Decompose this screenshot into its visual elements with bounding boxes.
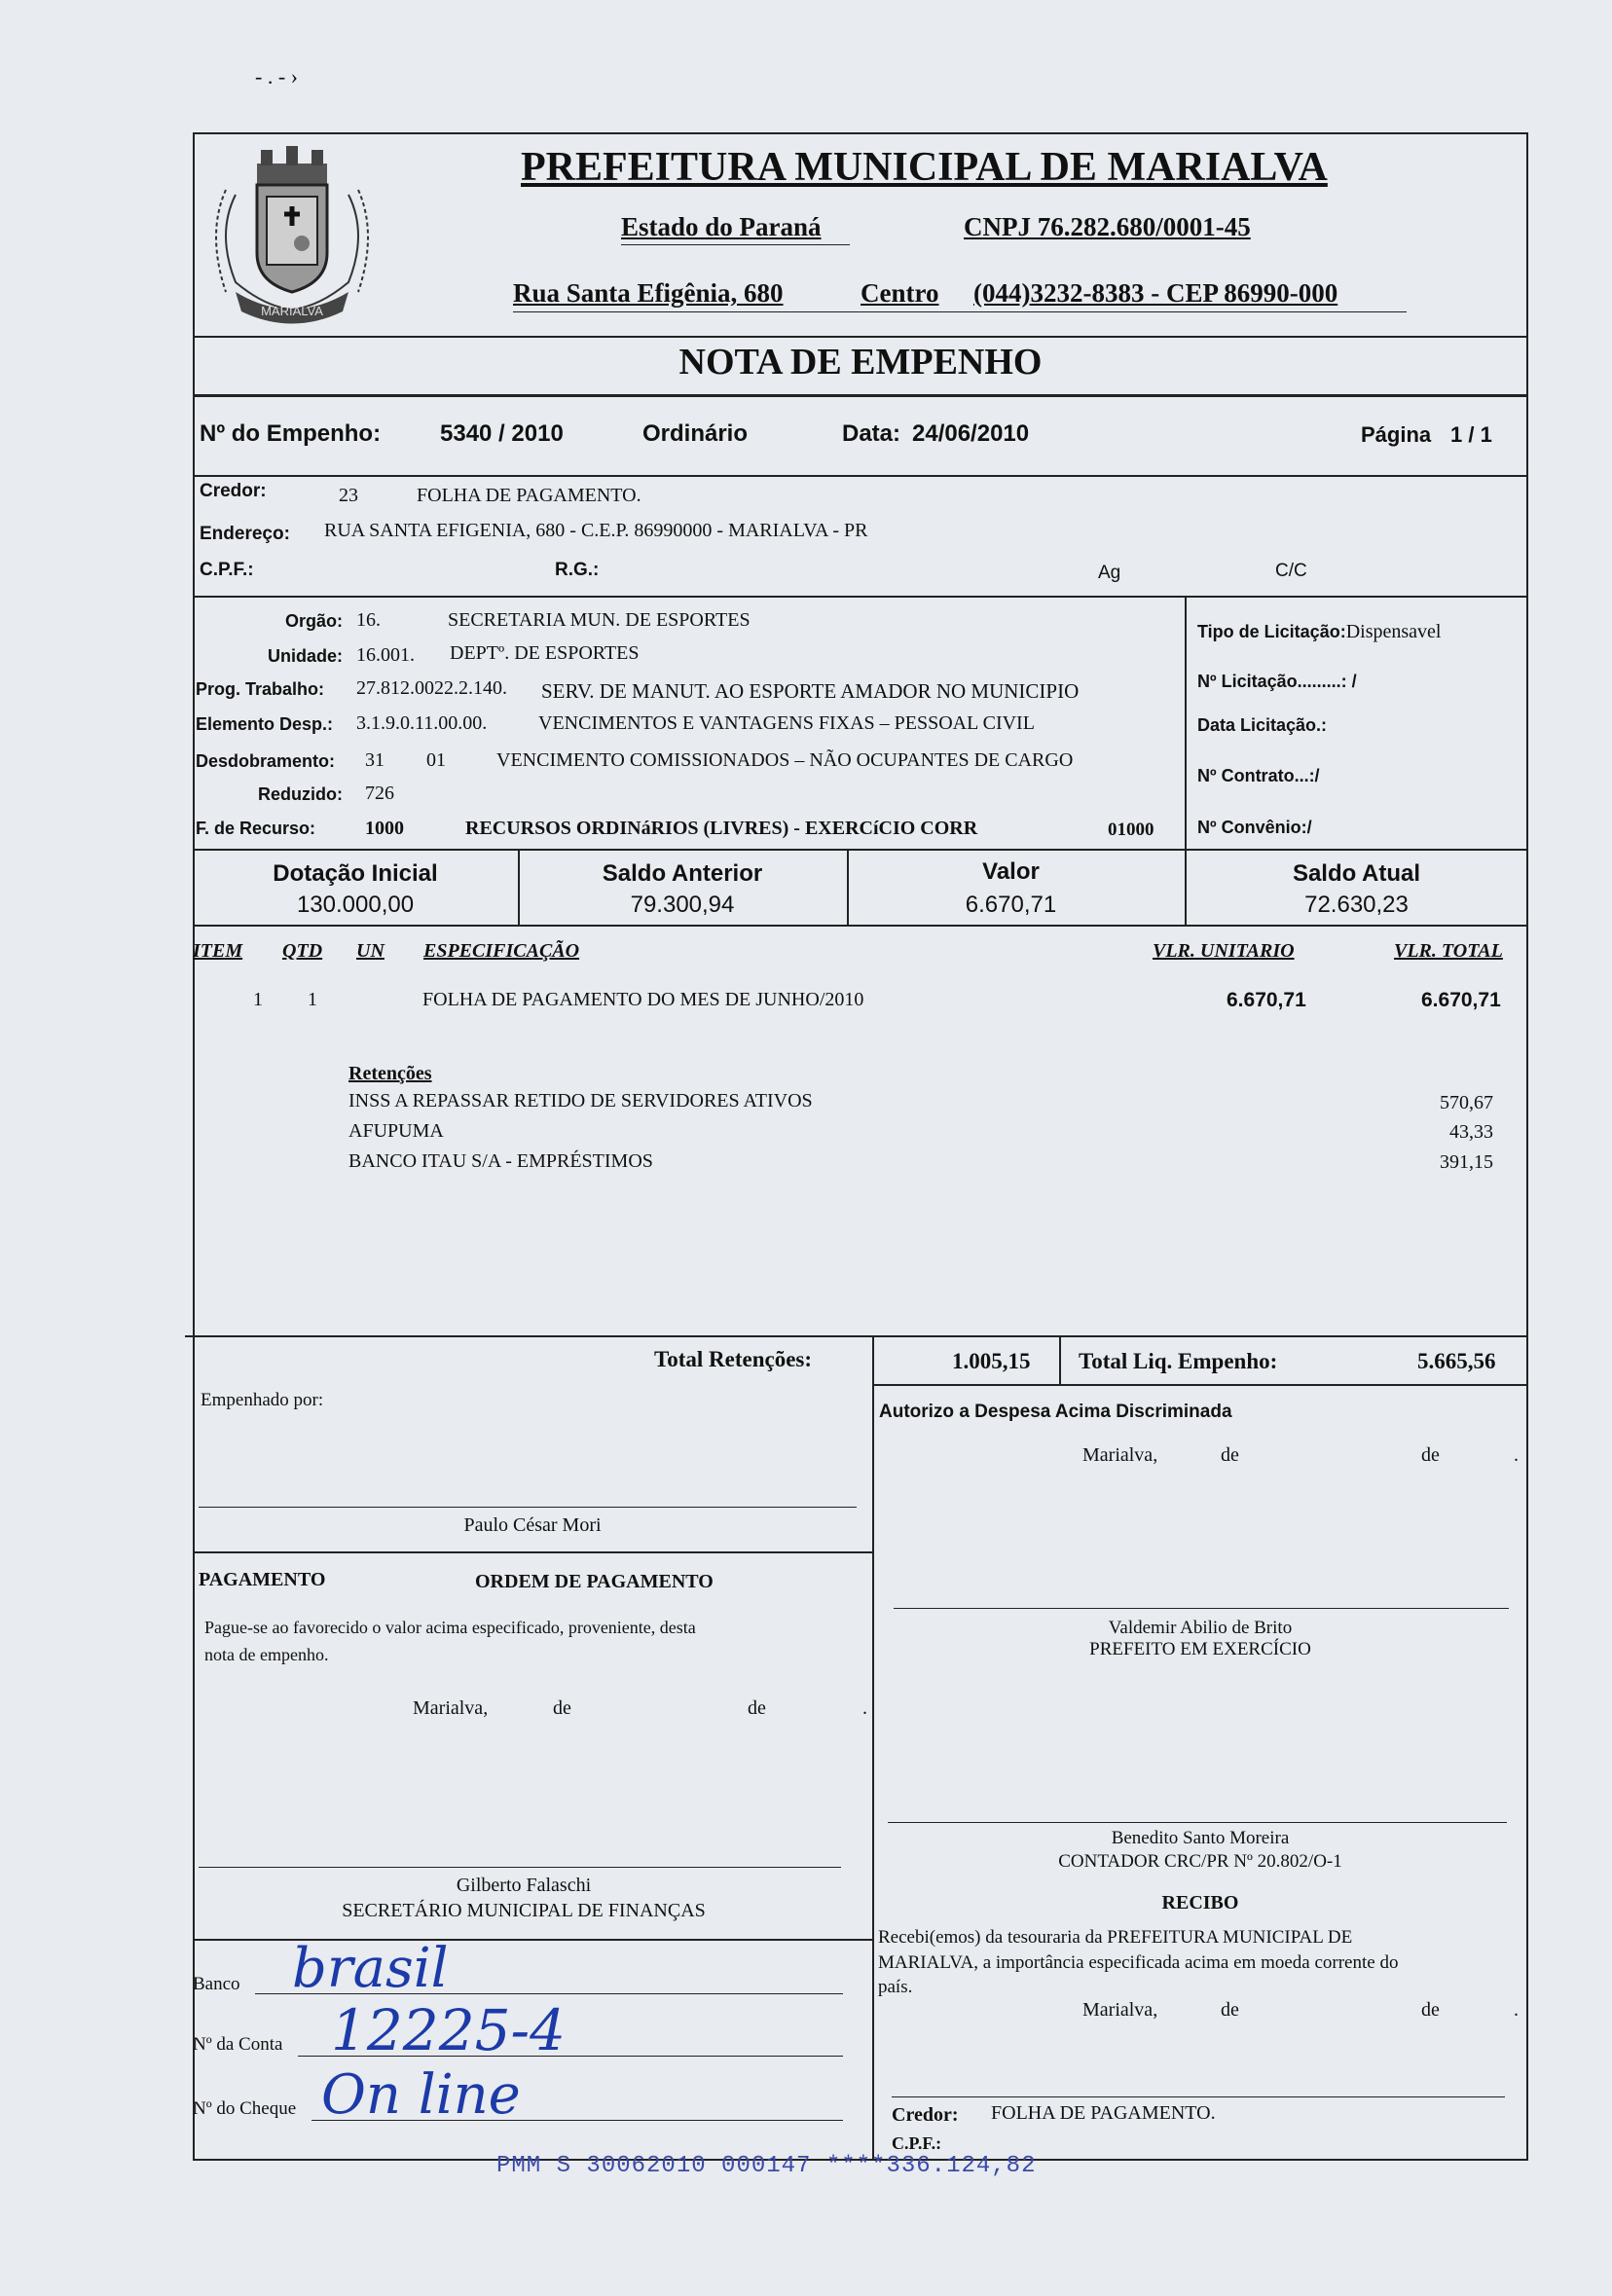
cc-label: C/C — [1275, 561, 1307, 581]
financas-signer: Gilberto Falaschi — [456, 1875, 592, 1896]
saldo-anterior-value: 79.300,94 — [630, 892, 735, 918]
unidade-label: Unidade: — [267, 646, 343, 666]
desdobramento-desc: VENCIMENTO COMISSIONADOS – NÃO OCUPANTES DE CARGO — [496, 749, 1074, 771]
desdobramento-code-1: 31 — [365, 749, 385, 771]
col-header-qtd: QTD — [282, 940, 323, 962]
reduzido-label: Reduzido: — [258, 784, 343, 804]
conta-handwritten: 12225-4 — [331, 1997, 567, 2063]
cpf-label: C.P.F.: — [200, 560, 254, 580]
recibo-text-3: país. — [878, 1977, 913, 1997]
tipo-licitacao: Tipo de Licitação:Dispensavel — [1197, 621, 1442, 642]
recibo-text-2: MARIALVA, a importância especificada acima em moeda corrente do — [878, 1952, 1399, 1973]
pagamento-text-1: Pague-se ao favorecido o valor acima especificado, proveniente, desta — [204, 1618, 696, 1637]
col-header-un: UN — [356, 940, 385, 962]
financas-role: SECRETÁRIO MUNICIPAL DE FINANÇAS — [342, 1900, 706, 1921]
reduzido-value: 726 — [365, 783, 394, 804]
fonte-recurso-label: F. de Recurso: — [196, 819, 316, 838]
retencao-desc: AFUPUMA — [348, 1120, 444, 1142]
dotacao-inicial-label: Dotação Inicial — [273, 860, 438, 887]
cheque-label: Nº do Cheque — [193, 2098, 297, 2119]
prog-trabalho-label: Prog. Trabalho: — [196, 679, 325, 699]
dotacao-inicial-value: 130.000,00 — [296, 892, 415, 918]
autorizo-role: PREFEITO EM EXERCÍCIO — [1089, 1639, 1311, 1659]
pagamento-label: PAGAMENTO — [199, 1569, 326, 1590]
ag-label: Ag — [1098, 563, 1121, 583]
municipality-title: PREFEITURA MUNICIPAL DE MARIALVA — [521, 145, 1328, 190]
retencao-value: 391,15 — [1440, 1151, 1493, 1173]
autorizo-signer: Valdemir Abilio de Brito — [1108, 1618, 1293, 1638]
saldo-atual-label: Saldo Atual — [1292, 860, 1421, 887]
orgao-label: Orgão: — [284, 611, 343, 631]
item-especificacao: FOLHA DE PAGAMENTO DO MES DE JUNHO/2010 — [422, 989, 864, 1010]
pagamento-dot: . — [862, 1697, 867, 1719]
recibo-text-1: Recebi(emos) da tesouraria da PREFEITURA MUNICIPAL DE — [878, 1927, 1353, 1948]
saldo-anterior-label: Saldo Anterior — [602, 860, 763, 887]
valor-label: Valor — [982, 858, 1040, 885]
page-label: Página — [1361, 422, 1432, 447]
recibo-de: de — [1221, 1999, 1239, 2021]
col-header-vlr-unitario: VLR. UNITARIO — [1153, 940, 1295, 962]
prog-trabalho-code: 27.812.0022.2.140. — [356, 677, 507, 699]
retencoes-title: Retenções — [348, 1063, 432, 1084]
retencao-desc: BANCO ITAU S/A - EMPRÉSTIMOS — [348, 1150, 653, 1172]
col-header-item: ITEM — [193, 940, 243, 962]
saldo-atual-value: 72.630,23 — [1304, 892, 1409, 918]
data-licitacao: Data Licitação.: — [1197, 715, 1328, 735]
recibo-credor-label: Credor: — [892, 2104, 959, 2126]
contador-signer: Benedito Santo Moreira — [1111, 1828, 1290, 1848]
address: Rua Santa Efigênia, 680 — [513, 278, 784, 308]
retencao-value: 43,33 — [1449, 1121, 1493, 1143]
state-name: Estado do Paraná — [621, 212, 822, 241]
autorizo-dot: . — [1514, 1444, 1519, 1466]
total-retencoes-value: 1.005,15 — [952, 1349, 1031, 1373]
empenho-type: Ordinário — [642, 420, 749, 447]
total-liquido-value: 5.665,56 — [1417, 1349, 1496, 1373]
unidade-code: 16.001. — [356, 644, 415, 666]
pagamento-de: de — [553, 1697, 571, 1719]
empenho-number: 5340 / 2010 — [440, 420, 564, 447]
autorizo-de: de — [1221, 1444, 1239, 1466]
item-vlr-unitario: 6.670,71 — [1227, 989, 1306, 1011]
recibo-credor: FOLHA DE PAGAMENTO. — [991, 2102, 1216, 2124]
autorizo-de: de — [1421, 1444, 1440, 1466]
page-number: 1 / 1 — [1450, 422, 1492, 447]
date-label: Data: — [842, 420, 901, 447]
cnpj: CNPJ 76.282.680/0001-45 — [964, 212, 1251, 241]
recibo-place: Marialva, — [1082, 1999, 1158, 2021]
empenho-number-label: Nº do Empenho: — [200, 420, 382, 447]
total-liquido-label: Total Liq. Empenho: — [1079, 1349, 1278, 1373]
document-title: NOTA DE EMPENHO — [678, 342, 1043, 383]
autorizo-place: Marialva, — [1082, 1444, 1158, 1466]
numero-contrato: Nº Contrato...:/ — [1197, 766, 1320, 785]
pagamento-place: Marialva, — [413, 1697, 489, 1719]
rg-label: R.G.: — [555, 560, 600, 580]
numero-convenio: Nº Convênio:/ — [1197, 818, 1312, 837]
cheque-handwritten: On line — [321, 2063, 521, 2127]
recibo-de: de — [1421, 1999, 1440, 2021]
recibo-title: RECIBO — [1161, 1892, 1239, 1913]
item-qtd: 1 — [308, 989, 317, 1010]
pagamento-de: de — [748, 1697, 766, 1719]
svg-text:MARIALVA: MARIALVA — [261, 304, 323, 318]
phone-cep: (044)3232-8383 - CEP 86990-000 — [973, 278, 1338, 308]
credor-name: FOLHA DE PAGAMENTO. — [417, 485, 641, 506]
desdobramento-code-2: 01 — [426, 749, 446, 771]
scan-mark: - . - › — [255, 64, 298, 89]
valor-value: 6.670,71 — [965, 892, 1057, 918]
credor-label: Credor: — [200, 481, 267, 501]
orgao-desc: SECRETARIA MUN. DE ESPORTES — [448, 609, 751, 631]
prog-trabalho-desc: SERV. DE MANUT. AO ESPORTE AMADOR NO MUNICIPIO — [541, 679, 1080, 703]
empenho-date: 24/06/2010 — [912, 420, 1030, 447]
elemento-desp-code: 3.1.9.0.11.00.00. — [356, 712, 488, 734]
credor-code: 23 — [339, 485, 358, 506]
recibo-cpf-label: C.P.F.: — [892, 2133, 942, 2153]
orgao-code: 16. — [356, 609, 381, 631]
total-retencoes-label: Total Retenções: — [654, 1347, 813, 1371]
endereco-label: Endereço: — [200, 524, 290, 544]
retencao-desc: INSS A REPASSAR RETIDO DE SERVIDORES ATIVOS — [348, 1090, 813, 1112]
empenhado-por-label: Empenhado por: — [201, 1390, 324, 1410]
elemento-desp-desc: VENCIMENTOS E VANTAGENS FIXAS – PESSOAL CIVIL — [538, 712, 1035, 734]
conta-label: Nº da Conta — [193, 2034, 283, 2055]
banco-label: Banco — [193, 1974, 240, 1994]
item-number: 1 — [253, 989, 263, 1010]
ordem-pagamento-label: ORDEM DE PAGAMENTO — [475, 1571, 714, 1592]
district: Centro — [861, 278, 939, 308]
fonte-recurso-code: 1000 — [365, 818, 404, 839]
municipal-crest-icon — [197, 136, 387, 331]
unidade-desc: DEPTº. DE ESPORTES — [450, 642, 640, 664]
fonte-recurso-code-2: 01000 — [1108, 820, 1154, 840]
numero-licitacao: Nº Licitação.........: / — [1197, 672, 1357, 691]
recibo-dot: . — [1514, 1999, 1519, 2021]
autorizo-title: Autorizo a Despesa Acima Discriminada — [879, 1402, 1232, 1422]
col-header-vlr-total: VLR. TOTAL — [1394, 940, 1503, 962]
retencao-value: 570,67 — [1440, 1092, 1493, 1113]
fonte-recurso-desc: RECURSOS ORDINáRIOS (LIVRES) - EXERCíCIO CORR — [465, 818, 978, 839]
desdobramento-label: Desdobramento: — [196, 751, 336, 771]
banco-handwritten: brasil — [292, 1937, 449, 2000]
payment-stamp: PMM S 30062010 000147 ****336.124,82 — [496, 2153, 1037, 2179]
col-header-especificacao: ESPECIFICAÇÃO — [423, 940, 580, 962]
endereco-value: RUA SANTA EFIGENIA, 680 - C.E.P. 86990000 - MARIALVA - PR — [324, 520, 868, 541]
pagamento-text-2: nota de empenho. — [204, 1645, 329, 1664]
elemento-desp-label: Elemento Desp.: — [196, 714, 334, 734]
item-vlr-total: 6.670,71 — [1421, 989, 1501, 1011]
contador-role: CONTADOR CRC/PR Nº 20.802/O-1 — [1058, 1851, 1342, 1872]
empenhado-signer: Paulo César Mori — [463, 1514, 602, 1536]
